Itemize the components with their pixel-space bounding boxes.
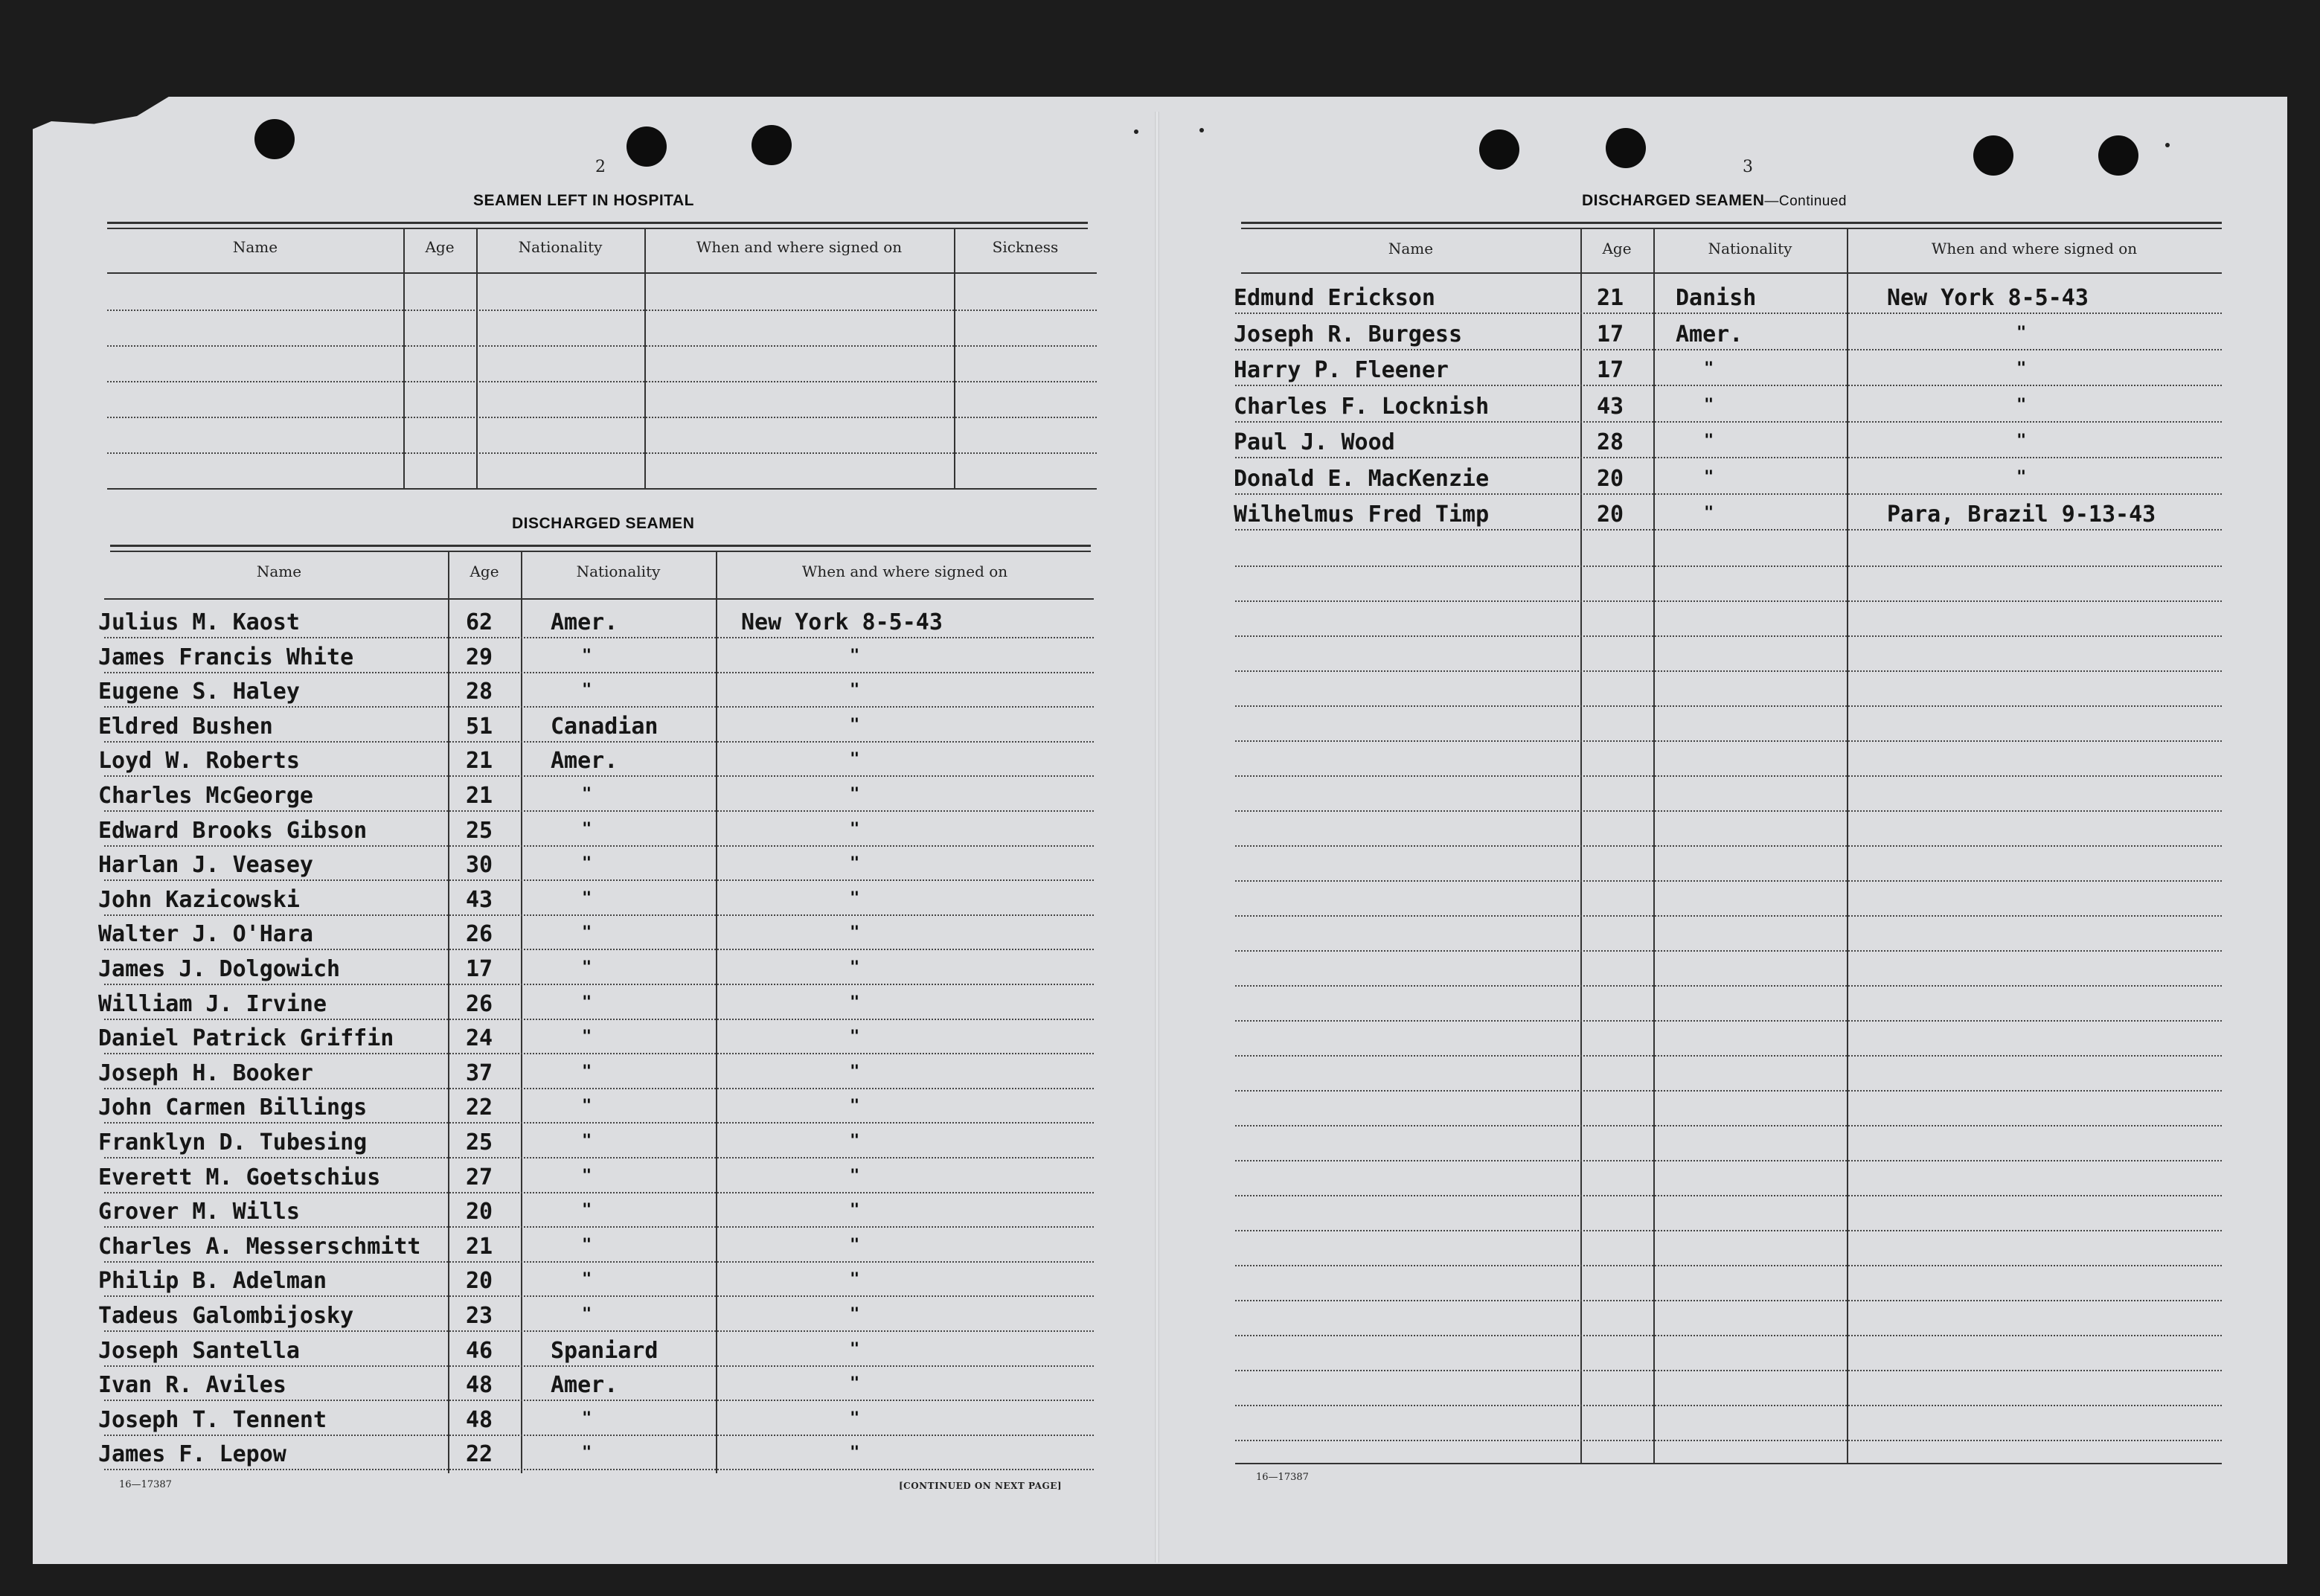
empty-row-rule	[1235, 810, 2222, 812]
row-rule	[1235, 313, 2222, 314]
punch-hole	[254, 119, 295, 159]
punch-hole	[627, 126, 667, 167]
age-cell: 20	[466, 1199, 493, 1225]
speck	[1134, 129, 1138, 134]
center-fold	[1155, 112, 1159, 1563]
age-cell: 21	[466, 1234, 493, 1260]
nationality-cell: "	[1704, 468, 1714, 487]
nationality-cell: "	[582, 923, 592, 942]
age-cell: 17	[466, 956, 493, 982]
name-cell: Edmund Erickson	[1234, 285, 1435, 311]
empty-row-rule	[1235, 565, 2222, 567]
signed-on-cell: "	[850, 820, 860, 839]
signed-on-cell: "	[850, 923, 860, 942]
empty-row-rule	[1235, 635, 2222, 637]
nationality-cell: "	[1704, 432, 1714, 450]
age-cell: 20	[466, 1268, 493, 1294]
name-cell: James J. Dolgowich	[98, 956, 341, 982]
nationality-cell: "	[582, 1236, 592, 1254]
signed-on-cell: "	[850, 889, 860, 908]
nationality-cell: "	[582, 1409, 592, 1428]
empty-row-rule	[1235, 670, 2222, 672]
nationality-cell: "	[582, 889, 592, 908]
name-cell: Charles McGeorge	[98, 783, 313, 809]
name-cell: Tadeus Galombijosky	[98, 1303, 354, 1329]
name-cell: Joseph T. Tennent	[98, 1407, 327, 1433]
form-number-right: 16—17387	[1256, 1472, 1309, 1483]
empty-row-rule	[1235, 1335, 2222, 1336]
age-cell: 22	[466, 1441, 493, 1467]
age-cell: 43	[466, 887, 493, 913]
nationality-cell: "	[582, 1167, 592, 1185]
name-cell: Loyd W. Roberts	[98, 748, 300, 774]
empty-row-rule	[1235, 1020, 2222, 1022]
age-cell: 43	[1597, 394, 1624, 420]
signed-on-cell: "	[850, 1201, 860, 1220]
nationality-cell: "	[582, 958, 592, 977]
nationality-cell: "	[582, 1132, 592, 1150]
age-cell: 28	[1597, 429, 1624, 455]
punch-hole	[1479, 129, 1519, 170]
signed-on-cell: "	[2016, 468, 2027, 487]
signed-on-cell: "	[850, 716, 860, 734]
row-rule	[1235, 349, 2222, 350]
col-header-signed-on: When and where signed on	[1931, 240, 2138, 257]
nationality-cell: "	[582, 1063, 592, 1081]
signed-on-cell: "	[850, 1443, 860, 1462]
name-cell: Grover M. Wills	[98, 1199, 300, 1225]
empty-row-rule	[1235, 1090, 2222, 1092]
signed-on-cell: "	[2016, 396, 2027, 414]
nationality-cell: Danish	[1676, 285, 1757, 311]
age-cell: 20	[1597, 466, 1624, 492]
signed-on-cell: New York 8-5-43	[1887, 285, 2089, 311]
row-rule	[104, 914, 1094, 916]
empty-row-rule	[1235, 1230, 2222, 1231]
name-cell: Joseph H. Booker	[98, 1060, 313, 1086]
signed-on-cell: "	[850, 993, 860, 1012]
nationality-cell: Amer.	[551, 1372, 618, 1398]
nationality-cell: "	[582, 1201, 592, 1220]
empty-row-rule	[1235, 1160, 2222, 1161]
nationality-cell: "	[582, 1028, 592, 1046]
col-header-signed-on: When and where signed on	[696, 238, 903, 256]
col-header-nationality: Nationality	[1708, 240, 1792, 257]
signed-on-cell: "	[850, 1409, 860, 1428]
row-rule	[104, 637, 1094, 638]
age-cell: 48	[466, 1407, 493, 1433]
nationality-cell: "	[582, 681, 592, 699]
name-cell: William J. Irvine	[98, 991, 327, 1017]
col-header-nationality: Nationality	[576, 563, 661, 580]
age-cell: 21	[466, 748, 493, 774]
row-rule	[104, 810, 1094, 812]
nationality-cell: "	[582, 785, 592, 804]
empty-row-rule	[1235, 740, 2222, 742]
col-header-name: Name	[256, 563, 302, 580]
name-cell: Daniel Patrick Griffin	[98, 1025, 394, 1051]
name-cell: Everett M. Goetschius	[98, 1164, 381, 1190]
empty-row-rule	[1235, 1405, 2222, 1406]
row-rule	[104, 1088, 1094, 1089]
name-cell: Edward Brooks Gibson	[98, 818, 368, 844]
age-cell: 26	[466, 921, 493, 947]
age-cell: 26	[466, 991, 493, 1017]
col-header-sickness: Sickness	[992, 238, 1059, 256]
empty-row-rule	[1235, 775, 2222, 777]
empty-row-rule	[1235, 1055, 2222, 1057]
empty-row-rule	[1235, 1265, 2222, 1266]
row-rule	[104, 1469, 1094, 1470]
punch-hole	[752, 125, 792, 165]
name-cell: Donald E. MacKenzie	[1234, 466, 1490, 492]
speck	[1199, 128, 1204, 132]
signed-on-cell: "	[850, 1063, 860, 1081]
signed-on-cell: "	[2016, 359, 2027, 378]
empty-row-rule	[1235, 1300, 2222, 1301]
signed-on-cell: Para, Brazil 9-13-43	[1887, 501, 2156, 528]
age-cell: 28	[466, 679, 493, 705]
empty-row-rule	[1235, 950, 2222, 952]
age-cell: 37	[466, 1060, 493, 1086]
col-header-age: Age	[470, 563, 499, 580]
age-cell: 20	[1597, 501, 1624, 528]
name-cell: Walter J. O'Hara	[98, 921, 313, 947]
signed-on-cell: "	[850, 681, 860, 699]
signed-on-cell: "	[850, 1097, 860, 1115]
signed-on-cell: "	[850, 785, 860, 804]
signed-on-cell: "	[850, 1270, 860, 1289]
nationality-cell: "	[582, 647, 592, 665]
speck	[2165, 143, 2170, 147]
signed-on-cell: "	[850, 1340, 860, 1359]
name-cell: Paul J. Wood	[1234, 429, 1395, 455]
name-cell: Eldred Bushen	[98, 714, 273, 740]
name-cell: Philip B. Adelman	[98, 1268, 327, 1294]
nationality-cell: "	[1704, 504, 1714, 522]
empty-row-rule	[1235, 1195, 2222, 1196]
row-rule	[104, 1019, 1094, 1020]
age-cell: 21	[466, 783, 493, 809]
nationality-cell: "	[582, 1443, 592, 1462]
row-rule	[104, 1053, 1094, 1054]
row-rule	[104, 1400, 1094, 1401]
empty-row-rule	[1235, 705, 2222, 707]
col-header-age: Age	[1602, 240, 1632, 257]
row-rule	[104, 706, 1094, 708]
row-rule	[1235, 421, 2222, 423]
row-rule	[104, 1192, 1094, 1193]
page-number-left: 2	[595, 158, 606, 176]
hospital-section-title: SEAMEN LEFT IN HOSPITAL	[473, 192, 694, 209]
name-cell: Joseph R. Burgess	[1234, 321, 1463, 347]
name-cell: Joseph Santella	[98, 1338, 300, 1364]
name-cell: James Francis White	[98, 644, 354, 670]
signed-on-cell: "	[850, 1236, 860, 1254]
row-rule	[104, 1226, 1094, 1228]
row-rule	[104, 949, 1094, 950]
age-cell: 25	[466, 818, 493, 844]
row-rule	[104, 1435, 1094, 1436]
discharged-section-title: DISCHARGED SEAMEN	[512, 515, 695, 532]
name-cell: Julius M. Kaost	[98, 609, 300, 635]
row-rule	[104, 741, 1094, 743]
row-rule	[104, 672, 1094, 673]
col-header-signed-on: When and where signed on	[801, 563, 1008, 580]
nationality-cell: "	[1704, 359, 1714, 378]
empty-row-rule	[1235, 880, 2222, 882]
empty-row-rule	[1235, 985, 2222, 987]
row-rule	[104, 984, 1094, 985]
signed-on-cell: "	[850, 1132, 860, 1150]
signed-on-cell: "	[850, 1305, 860, 1324]
name-cell: Charles F. Locknish	[1234, 394, 1490, 420]
signed-on-cell: "	[2016, 432, 2027, 450]
age-cell: 17	[1597, 357, 1624, 383]
name-cell: Wilhelmus Fred Timp	[1234, 501, 1490, 528]
name-cell: John Carmen Billings	[98, 1095, 368, 1121]
empty-row-rule	[1235, 1440, 2222, 1441]
col-header-name: Name	[232, 238, 278, 256]
empty-row-rule	[1235, 600, 2222, 602]
row-rule	[1235, 457, 2222, 458]
empty-row-rule	[1235, 915, 2222, 917]
signed-on-cell: "	[850, 1028, 860, 1046]
nationality-cell: "	[1704, 396, 1714, 414]
empty-row-rule	[1235, 845, 2222, 847]
col-header-nationality: Nationality	[518, 238, 603, 256]
row-rule	[104, 1157, 1094, 1158]
row-rule	[104, 1295, 1094, 1297]
nationality-cell: "	[582, 1097, 592, 1115]
row-rule	[104, 1122, 1094, 1124]
signed-on-cell: "	[850, 1374, 860, 1393]
row-rule	[104, 1330, 1094, 1332]
signed-on-cell: New York 8-5-43	[741, 609, 943, 635]
document-sheet	[33, 97, 2287, 1564]
signed-on-cell: "	[850, 1167, 860, 1185]
name-cell: Ivan R. Aviles	[98, 1372, 286, 1398]
age-cell: 62	[466, 609, 493, 635]
age-cell: 27	[466, 1164, 493, 1190]
name-cell: Charles A. Messerschmitt	[98, 1234, 421, 1260]
empty-row-rule	[1235, 1125, 2222, 1127]
row-rule	[1235, 493, 2222, 495]
signed-on-cell: "	[850, 750, 860, 769]
col-header-age: Age	[425, 238, 455, 256]
nationality-cell: Spaniard	[551, 1338, 658, 1364]
continued-note: [CONTINUED ON NEXT PAGE]	[899, 1481, 1063, 1491]
nationality-cell: "	[582, 854, 592, 873]
punch-hole	[1973, 135, 2013, 176]
age-cell: 25	[466, 1129, 493, 1156]
age-cell: 17	[1597, 321, 1624, 347]
row-rule	[1235, 385, 2222, 386]
punch-hole	[2098, 135, 2138, 176]
nationality-cell: "	[582, 993, 592, 1012]
row-rule	[104, 879, 1094, 881]
age-cell: 30	[466, 852, 493, 878]
nationality-cell: Canadian	[551, 714, 658, 740]
row-rule	[1235, 529, 2222, 531]
row-rule	[104, 845, 1094, 847]
name-cell: Eugene S. Haley	[98, 679, 300, 705]
name-cell: Harlan J. Veasey	[98, 852, 313, 878]
row-rule	[104, 775, 1094, 777]
nationality-cell: Amer.	[1676, 321, 1743, 347]
nationality-cell: "	[582, 820, 592, 839]
row-rule	[104, 1261, 1094, 1263]
age-cell: 23	[466, 1303, 493, 1329]
row-rule	[104, 1365, 1094, 1367]
name-cell: Harry P. Fleener	[1234, 357, 1449, 383]
table-bottom-rule	[1235, 1463, 2222, 1464]
nationality-cell: Amer.	[551, 609, 618, 635]
discharged-continued-title: DISCHARGED SEAMEN—Continued	[1582, 192, 1847, 209]
signed-on-cell: "	[850, 647, 860, 665]
age-cell: 21	[1597, 285, 1624, 311]
signed-on-cell: "	[2016, 324, 2027, 342]
signed-on-cell: "	[850, 854, 860, 873]
empty-row-rule	[1235, 1370, 2222, 1371]
age-cell: 46	[466, 1338, 493, 1364]
nationality-cell: Amer.	[551, 748, 618, 774]
signed-on-cell: "	[850, 958, 860, 977]
age-cell: 48	[466, 1372, 493, 1398]
col-header-name: Name	[1388, 240, 1434, 257]
age-cell: 22	[466, 1095, 493, 1121]
name-cell: John Kazicowski	[98, 887, 300, 913]
age-cell: 51	[466, 714, 493, 740]
page-number-right: 3	[1743, 158, 1753, 176]
punch-hole	[1606, 128, 1646, 168]
age-cell: 29	[466, 644, 493, 670]
name-cell: Franklyn D. Tubesing	[98, 1129, 368, 1156]
form-number-left: 16—17387	[119, 1479, 172, 1490]
nationality-cell: "	[582, 1270, 592, 1289]
nationality-cell: "	[582, 1305, 592, 1324]
age-cell: 24	[466, 1025, 493, 1051]
name-cell: James F. Lepow	[98, 1441, 286, 1467]
